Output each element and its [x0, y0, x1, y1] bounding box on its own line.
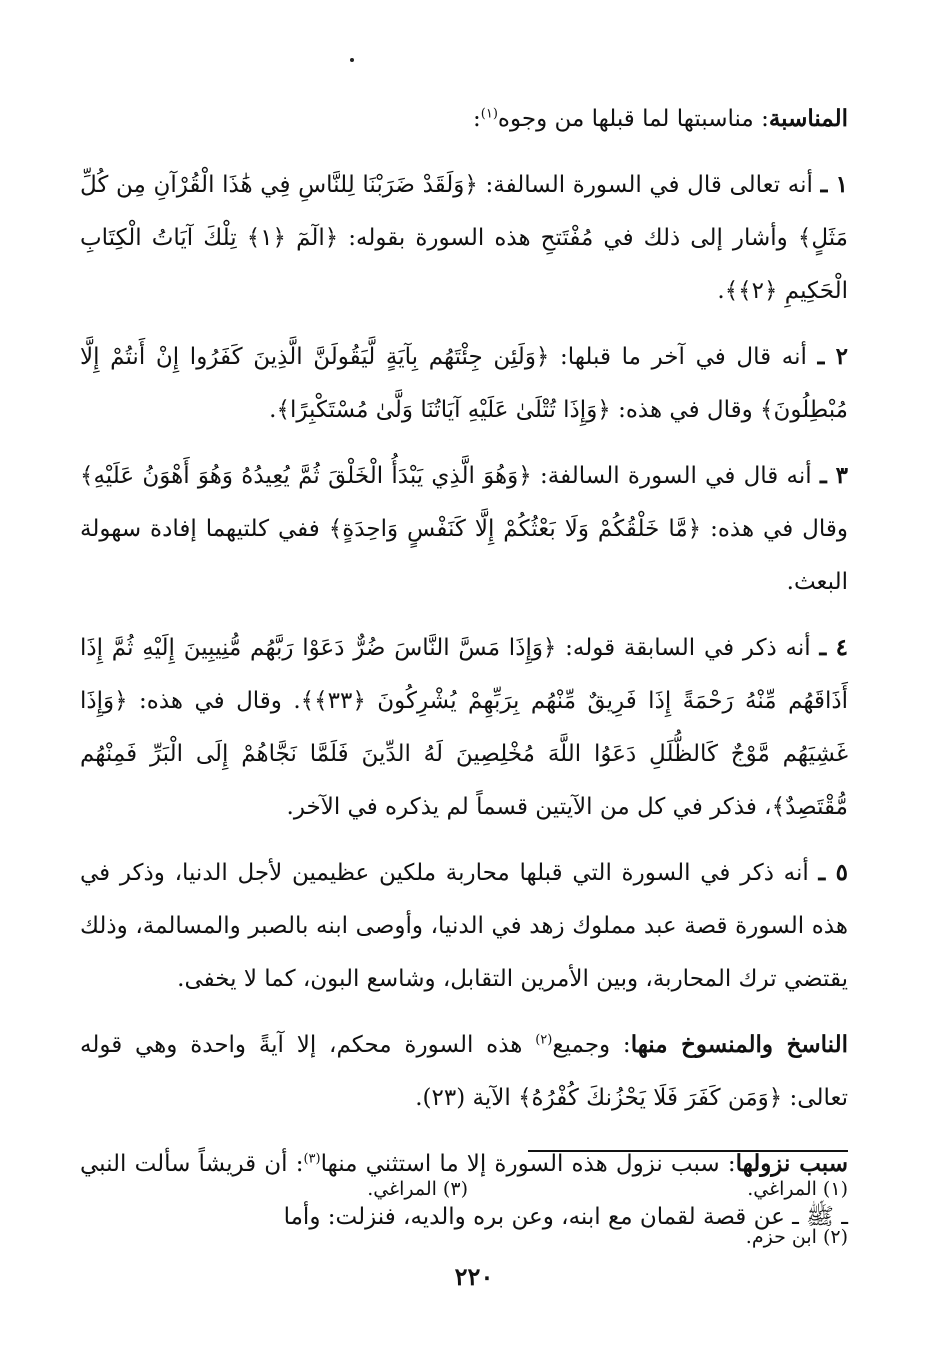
paragraph-2 — [80, 330, 848, 437]
footnote-row — [80, 1165, 848, 1213]
page-number: ٢٢٠ — [454, 1262, 494, 1291]
footnotes — [80, 1165, 848, 1261]
page-mark — [350, 58, 354, 62]
paragraph-text: أنه ذكر في السورة التي قبلها محاربة ملكين عظيمين لأجل الدنيا، وذكر في هذه السورة قصة عبد مملوك زهد في الدنيا، وأوصى ابنه بالصبر والمسالمة، وذلك يقتضي ترك المحاربة، وبين الأمرين التقابل، وشاسع البون، كما لا يخفى. — [80, 860, 848, 992]
nasikh-text-a: : وجميع — [552, 1032, 631, 1058]
footnote-ref-3[interactable]: (٣) — [303, 1151, 321, 1167]
paragraph-number: ١ ـ — [820, 171, 849, 198]
munasaba-text: : مناسبتها لما قبلها من وجوه — [497, 106, 769, 132]
paragraph-text: أنه تعالى قال في السورة السالفة: ﴿وَلَقَدْ ضَرَبْنَا لِلنَّاسِ فِي هَٰذَا الْقُرْآنِ مِن كُلِّ مَثَلٍ﴾ وأشار إلى ذلك في مُفْتَتحِ هذه السورة بقوله: ﴿الٓمٓ ﴿١﴾ تِلْكَ آيَاتُ الْكِتَابِ الْحَكِيمِ ﴿٢﴾﴾. — [80, 172, 848, 304]
footnote-2: (٢) ابن حزم. — [745, 1226, 848, 1248]
paragraph-text: أنه قال في آخر ما قبلها: ﴿وَلَئِن جِئْتَهُم بِآيَةٍ لَّيَقُولَنَّ الَّذِينَ كَفَرُوا إِنْ أَنتُمْ إِلَّا مُبْطِلُونَ﴾ وقال في هذه: ﴿وَإِذَا تُتْلَىٰ عَلَيْهِ آيَاتُنَا وَلَّىٰ مُسْتَكْبِرًا﴾. — [80, 344, 848, 423]
footnote-ref-1[interactable]: (١) — [480, 106, 498, 122]
paragraph-1 — [80, 158, 848, 318]
footnote-ref-2[interactable]: (٢) — [535, 1032, 553, 1048]
footnote-1: (١) المراغي. — [747, 1178, 848, 1200]
footnote-row — [80, 1213, 848, 1261]
paragraph-5 — [80, 846, 848, 1006]
main-text — [80, 92, 848, 1256]
nuzul-text-b: : أن قريشاً سألت النبي ـ ﷺ ـ عن قصة لقمان مع ابنه، وعن بره والديه، فنزلت: وأما — [80, 1151, 848, 1230]
paragraph-number: ٤ ـ — [819, 634, 848, 661]
paragraph-number: ٢ ـ — [817, 343, 849, 370]
paragraph-text: أنه قال في السورة السالفة: ﴿وَهُوَ الَّذِي يَبْدَأُ الْخَلْقَ ثُمَّ يُعِيدُهُ وَهُوَ أَهْوَنُ عَلَيْهِ﴾ وقال في هذه: ﴿مَّا خَلْقُكُمْ وَلَا بَعْثُكُمْ إِلَّا كَنَفْسٍ وَاحِدَةٍ﴾ ففي كلتيهما إفادة سهولة البعث. — [80, 463, 848, 595]
nasikh-text-b: هذه السورة محكم، إلا آيةً واحدة وهي قوله تعالى: ﴿وَمَن كَفَرَ فَلَا يَحْزُنكَ كُفْرُهُ﴾ الآية (٢٣). — [80, 1032, 848, 1111]
munasaba-label: المناسبة — [768, 105, 848, 132]
nasikh-mansukh-section — [80, 1018, 848, 1125]
paragraph-3 — [80, 449, 848, 609]
munasaba-header — [80, 92, 848, 146]
paragraph-4 — [80, 621, 848, 834]
paragraph-number: ٥ ـ — [818, 859, 848, 886]
nuzul-text-a: : سبب نزول هذه السورة إلا ما استثني منها — [320, 1151, 736, 1177]
paragraph-number: ٣ ـ — [819, 462, 849, 489]
munasaba-tail: : — [473, 106, 481, 132]
footnote-divider — [528, 1150, 848, 1152]
footnote-3: (٣) المراغي. — [367, 1178, 468, 1200]
paragraph-text: أنه ذكر في السابقة قوله: ﴿وَإِذَا مَسَّ النَّاسَ ضُرٌّ دَعَوْا رَبَّهُم مُّنِيبِينَ إِلَيْهِ ثُمَّ إِذَا أَذَاقَهُم مِّنْهُ رَحْمَةً إِذَا فَرِيقٌ مِّنْهُم بِرَبِّهِمْ يُشْرِكُونَ ﴿٣٣﴾﴾. وقال في هذه: ﴿وَإِذَا غَشِيَهُم مَّوْجٌ كَالظُّلَلِ دَعَوُا اللَّهَ مُخْلِصِينَ لَهُ الدِّينَ فَلَمَّا نَجَّاهُمْ إِلَى الْبَرِّ فَمِنْهُم مُّقْتَصِدٌ﴾، فذكر في كل من الآيتين قسماً لم يذكره في الآخر. — [80, 635, 848, 820]
nasikh-label: الناسخ والمنسوخ منها — [630, 1031, 848, 1058]
nuzul-label: سبب نزولها — [735, 1150, 849, 1177]
